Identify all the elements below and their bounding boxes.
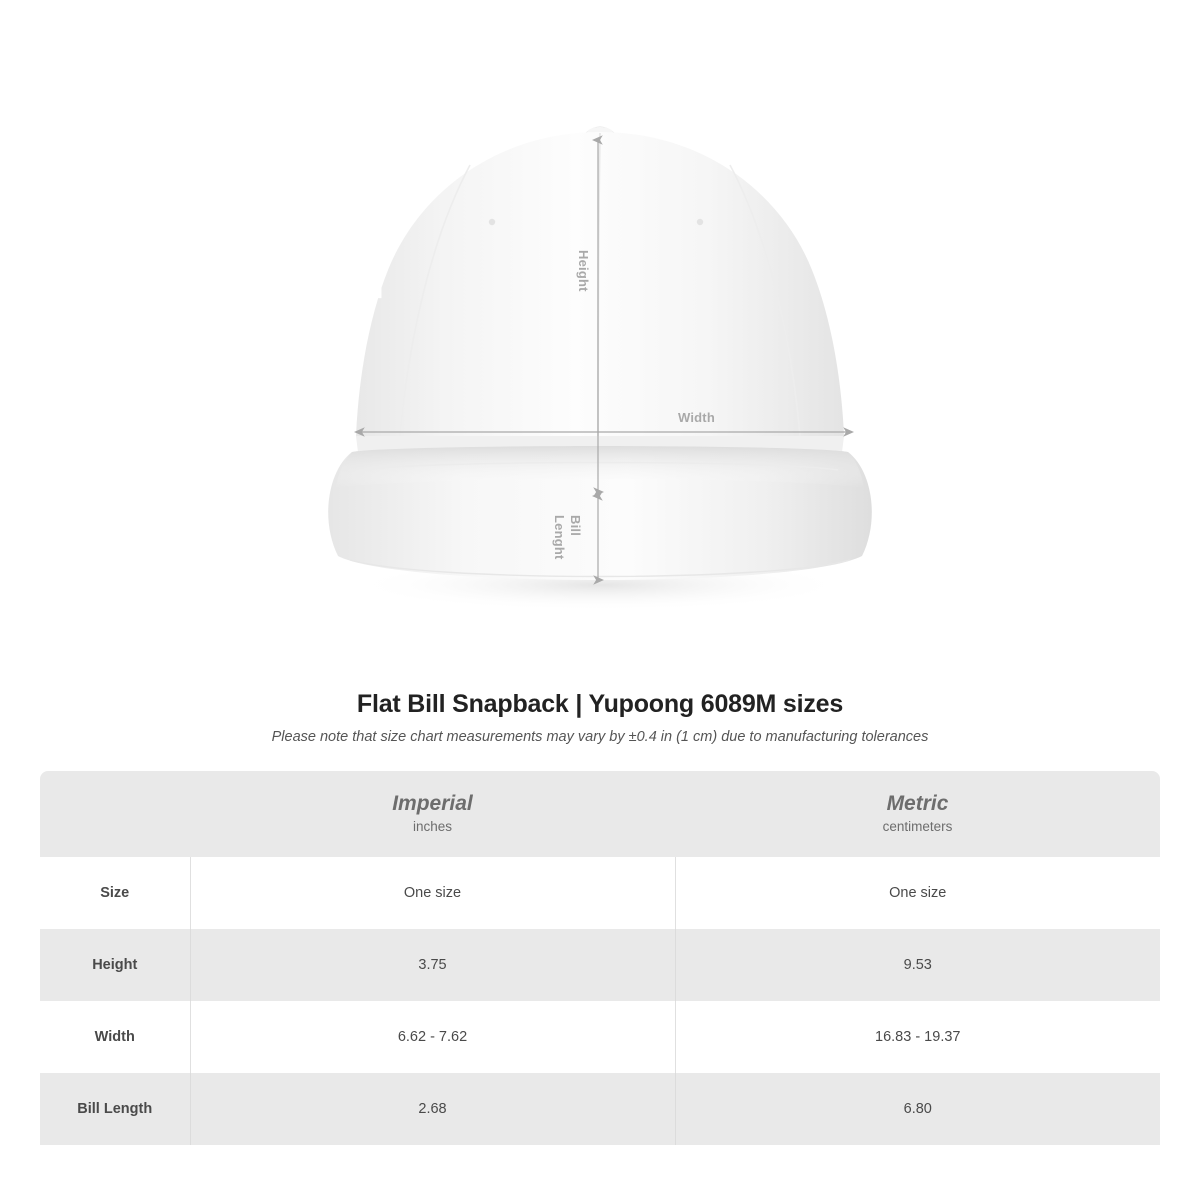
table-header-row: [40, 771, 1160, 857]
imperial-name: Imperial: [392, 792, 473, 815]
cell-bill-length-metric: 6.80: [675, 1073, 1160, 1145]
header-metric-cell: [675, 771, 1160, 857]
tolerance-note: Please note that size chart measurements may vary by ±0.4 in (1 cm) due to manufacturing tolerances: [271, 729, 929, 745]
cell-width-imperial: 6.62 - 7.62: [190, 1001, 675, 1073]
metric-name: Metric: [886, 792, 949, 815]
cell-size-metric: One size: [675, 857, 1160, 929]
cell-height-imperial: 3.75: [190, 929, 675, 1001]
cell-width-metric: 16.83 - 19.37: [675, 1001, 1160, 1073]
bill-length-label-line1: Bill: [568, 515, 583, 537]
width-measurement-label: Width: [678, 410, 715, 425]
header-corner-cell: [40, 771, 190, 857]
cell-size-imperial: One size: [190, 857, 675, 929]
row-label-size: Size: [40, 857, 190, 929]
row-label-bill-length: Bill Length: [40, 1073, 190, 1145]
row-label-height: Height: [40, 929, 190, 1001]
table-row: [40, 1073, 1160, 1145]
height-measurement-label: Height: [576, 250, 591, 292]
page-title: Flat Bill Snapback | Yupoong 6089M sizes: [356, 690, 844, 718]
size-table-wrapper: [40, 771, 1160, 1145]
cell-bill-length-imperial: 2.68: [190, 1073, 675, 1145]
imperial-unit: inches: [412, 819, 453, 834]
cell-height-metric: 9.53: [675, 929, 1160, 1001]
table-row: [40, 929, 1160, 1001]
bill-length-label-line2: Lenght: [552, 515, 567, 560]
size-table: [40, 771, 1160, 1145]
metric-unit: centimeters: [882, 819, 953, 834]
row-label-width: Width: [40, 1001, 190, 1073]
bill-length-measurement-label: [552, 515, 583, 560]
table-row: [40, 857, 1160, 929]
header-imperial-cell: [190, 771, 675, 857]
table-row: [40, 1001, 1160, 1073]
title-block: [0, 690, 1200, 745]
